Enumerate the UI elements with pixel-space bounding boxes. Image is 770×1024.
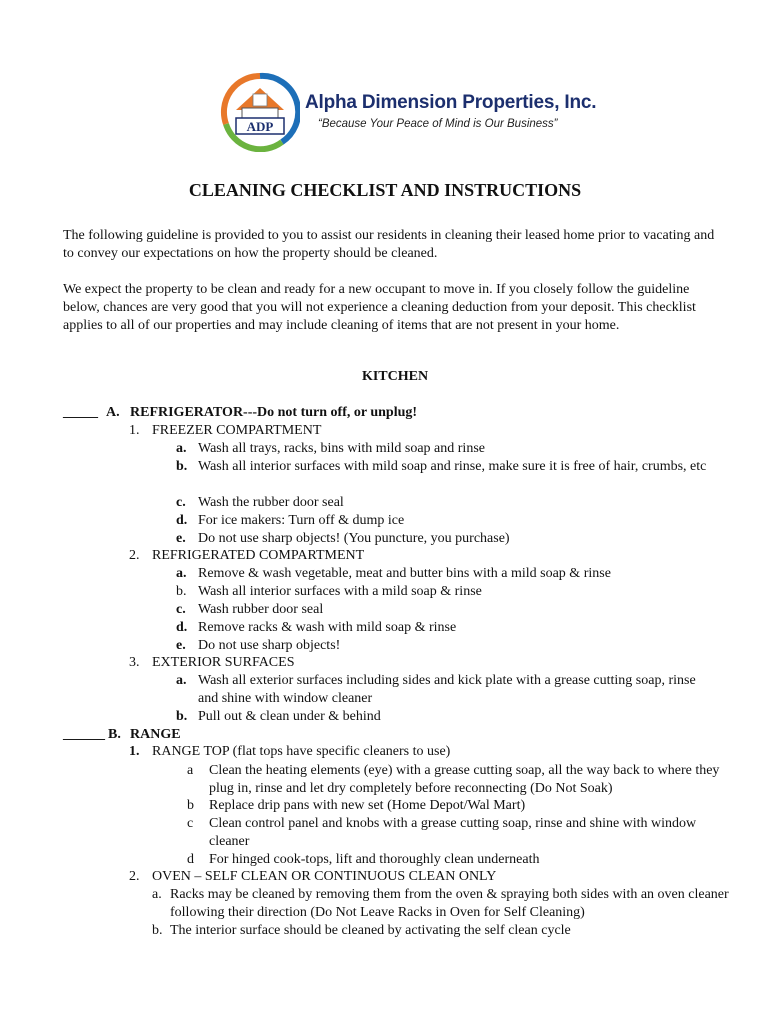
page-title: CLEANING CHECKLIST AND INSTRUCTIONS [188, 180, 582, 200]
range-letter: B. [108, 727, 121, 742]
logo-text: ADP [246, 119, 274, 134]
list-marker: a. [176, 566, 187, 581]
list-item: Do not use sharp objects! (You puncture, you purchase) [198, 531, 510, 546]
list-item: Clean control panel and knobs with a grease cutting soap, rinse and shine with window cleaner [209, 816, 697, 849]
company-tagline: “Because Your Peace of Mind is Our Business” [318, 118, 558, 130]
list-item: For ice makers: Turn off & dump ice [198, 513, 405, 528]
exterior-title: EXTERIOR SURFACES [152, 655, 295, 670]
range-heading: RANGE [130, 727, 181, 742]
oven-title: OVEN – SELF CLEAN OR CONTINUOUS CLEAN ONLY [152, 869, 497, 884]
list-marker: d [187, 852, 194, 867]
list-item: Wash all interior surfaces with mild soap and rinse, make sure it is free of hair, crumbs, etc [198, 459, 707, 474]
list-marker: b. [176, 584, 187, 599]
list-item: Do not use sharp objects! [198, 638, 341, 653]
refrigerator-checkbox-blank[interactable]: _____ [63, 405, 98, 420]
company-name: Alpha Dimension Properties, Inc. [305, 92, 597, 113]
refrigerated-num: 2. [129, 548, 140, 563]
list-marker: a [187, 763, 194, 778]
list-item: Wash rubber door seal [198, 602, 324, 617]
list-item: Clean the heating elements (eye) with a grease cutting soap, all the way back to where they plug in, rinse and let dry completely before reconnecting (Do Not Soak) [209, 763, 720, 796]
range-top-num: 1. [129, 744, 140, 759]
list-marker: b. [152, 923, 163, 938]
list-marker: b [187, 798, 194, 813]
section-heading-kitchen: KITCHEN [361, 369, 429, 384]
list-item: The interior surface should be cleaned by activating the self clean cycle [170, 923, 571, 938]
range-top-title: RANGE TOP (flat tops have specific cleaners to use) [152, 744, 451, 759]
list-marker: e. [176, 638, 186, 653]
list-item: Remove racks & wash with mild soap & rinse [198, 620, 457, 635]
freezer-title: FREEZER COMPARTMENT [152, 423, 322, 438]
list-item: Wash all exterior surfaces including sides and kick plate with a grease cutting soap, rinse and shine with window cleaner [198, 673, 696, 706]
list-marker: a. [176, 673, 187, 688]
refrigerated-title: REFRIGERATED COMPARTMENT [152, 548, 365, 563]
list-marker: a. [176, 441, 187, 456]
range-checkbox-blank[interactable]: ______ [63, 727, 105, 742]
list-item: Remove & wash vegetable, meat and butter bins with a mild soap & rinse [198, 566, 611, 581]
list-item: Wash all interior surfaces with a mild soap & rinse [198, 584, 482, 599]
intro-paragraph-2: We expect the property to be clean and ready for a new occupant to move in. If you closely follow the guideline below, chances are very good that you will not experience a cleaning deduction from your deposit. This checklist applies to all of our properties and may include cleaning of items that are not present in your home. [63, 282, 696, 333]
list-item: Replace drip pans with new set (Home Depot/Wal Mart) [209, 798, 526, 813]
exterior-num: 3. [129, 655, 140, 670]
list-item: For hinged cook-tops, lift and thoroughly clean underneath [209, 852, 540, 867]
refrigerator-letter: A. [106, 405, 120, 420]
freezer-num: 1. [129, 423, 140, 438]
list-marker: d. [176, 620, 188, 635]
intro-paragraph-1: The following guideline is provided to you to assist our residents in cleaning their leased home prior to vacating and to convey our expectations on how the property should be cleaned. [63, 228, 715, 261]
list-item: Wash the rubber door seal [198, 495, 344, 510]
company-logo [220, 72, 300, 152]
list-item: Racks may be cleaned by removing them from the oven & spraying both sides with an oven cleaner following their direction (Do Not Leave Racks in Oven for Self Cleaning) [170, 887, 729, 920]
list-marker: b. [176, 459, 188, 474]
list-marker: a. [152, 887, 162, 902]
list-marker: d. [176, 513, 188, 528]
list-marker: b. [176, 709, 188, 724]
list-marker: c. [176, 602, 186, 617]
oven-num: 2. [129, 869, 140, 884]
list-item: Wash all trays, racks, bins with mild soap and rinse [198, 441, 485, 456]
list-marker: e. [176, 531, 186, 546]
refrigerator-heading: REFRIGERATOR---Do not turn off, or unplug! [130, 405, 418, 420]
list-item: Pull out & clean under & behind [198, 709, 381, 724]
list-marker: c [187, 816, 194, 831]
list-marker: c. [176, 495, 186, 510]
